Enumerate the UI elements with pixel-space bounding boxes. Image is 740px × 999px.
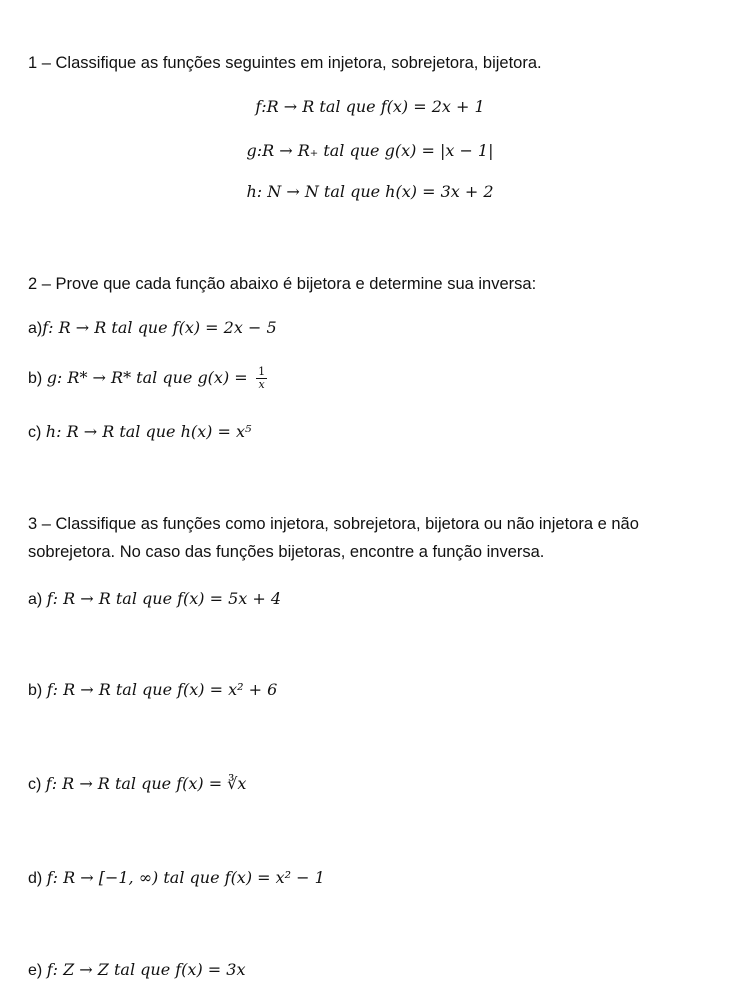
q3-item-e: [28, 958, 245, 983]
question-2-title: 2 – Prove que cada função abaixo é bijetora e determine sua inversa:: [28, 275, 537, 293]
q3-item-b: [28, 678, 277, 703]
q3-item-b-expression: f: R → R tal que f(x) = x² + 6: [46, 680, 278, 699]
q3-item-c-label: c): [28, 776, 42, 793]
q3-item-e-expression: f: Z → Z tal que f(x) = 3x: [46, 960, 246, 979]
q2-item-b-fraction: [256, 366, 267, 391]
q2-item-c: [28, 420, 251, 445]
q3-item-a-label: a): [28, 591, 43, 608]
question-3-title: 3 – Classifique as funções como injetora, sobrejetora, bijetora ou não injetora e não sobrejetora. No caso das funções bijetoras, encontre a função inversa.: [28, 515, 639, 561]
q2-item-b-expression: g: R* → R* tal que g(x) =: [46, 368, 248, 387]
q3-item-b-label: b): [28, 682, 43, 699]
q3-item-d: [28, 866, 325, 891]
q3-item-a: [28, 587, 281, 612]
q2-item-c-expression: h: R → R tal que h(x) = x⁵: [45, 422, 252, 441]
q3-item-c-expression: f: R → R tal que f(x) = ∛x: [45, 774, 247, 793]
q1-function-f: f:R → R tal que f(x) = 2x + 1: [255, 97, 485, 116]
question-1-title: 1 – Classifique as funções seguintes em injetora, sobrejetora, bijetora.: [28, 54, 542, 72]
q2-item-a: [28, 316, 277, 341]
fraction-denominator: x: [258, 378, 265, 392]
q3-item-d-label: d): [28, 870, 43, 887]
q2-item-a-expression: f: R → R tal que f(x) = 2x − 5: [42, 318, 277, 337]
q2-item-b: [28, 366, 267, 391]
q2-item-a-label: a): [28, 320, 43, 337]
q1-function-h: h: N → N tal que h(x) = 3x + 2: [246, 182, 494, 201]
q2-item-b-label: b): [28, 370, 43, 387]
q3-item-d-expression: f: R → [−1, ∞) tal que f(x) = x² − 1: [46, 868, 325, 887]
q3-item-e-label: e): [28, 962, 43, 979]
q3-item-a-expression: f: R → R tal que f(x) = 5x + 4: [46, 589, 282, 608]
q1-function-g: g:R → R₊ tal que g(x) = |x − 1|: [246, 141, 494, 160]
q2-item-c-label: c): [28, 424, 42, 441]
fraction-numerator: 1: [258, 365, 266, 379]
q3-item-c: [28, 772, 246, 797]
